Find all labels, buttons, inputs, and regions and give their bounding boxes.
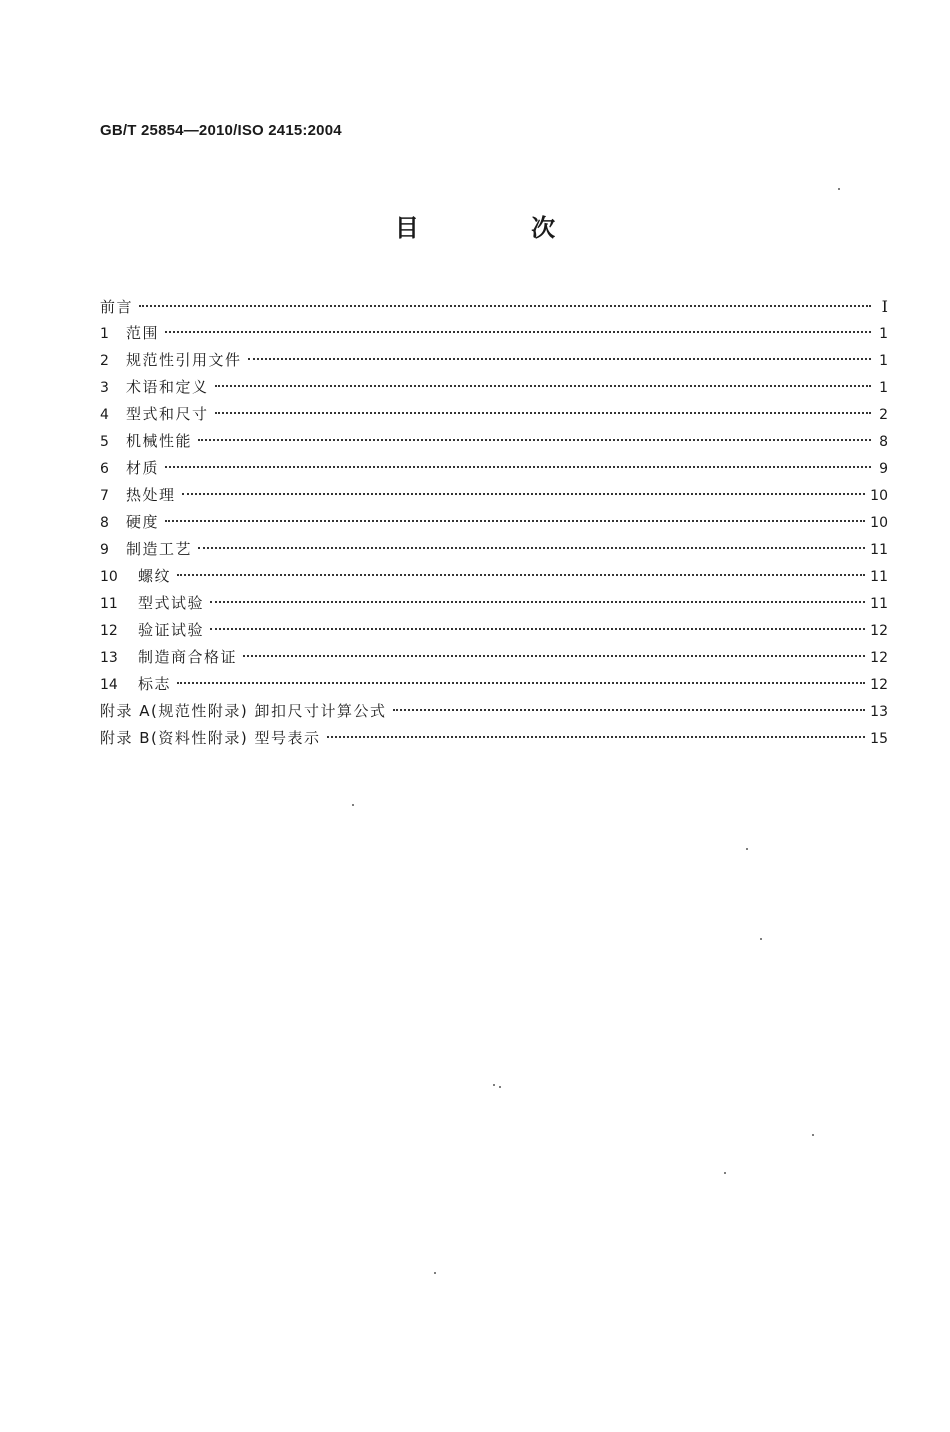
toc-entry-12[interactable] (100, 617, 888, 644)
dot-leader (198, 439, 871, 441)
toc-entry-number: 9 (100, 542, 109, 558)
toc-entry-page: 9 (879, 461, 888, 477)
toc-entry-page: 11 (870, 569, 888, 585)
dot-leader (215, 385, 871, 387)
dot-leader (210, 601, 865, 603)
toc-entry-number: 13 (100, 650, 118, 666)
dot-leader (393, 709, 866, 711)
toc-entry-text: 验证试验 (138, 621, 205, 639)
toc-entry-page: 8 (879, 434, 888, 450)
toc-entry-number: 3 (100, 380, 109, 396)
toc-entry-page: 11 (870, 596, 888, 612)
toc-entry-text: 热处理 (126, 486, 176, 504)
dot-leader (248, 358, 871, 360)
dot-leader (327, 736, 866, 738)
toc-entry-text: 型式试验 (138, 594, 205, 612)
toc-entry-number: 7 (100, 488, 109, 504)
toc-entry-number: 6 (100, 461, 109, 477)
toc-entry-page: 2 (879, 407, 888, 423)
toc-entry-number: 8 (100, 515, 109, 531)
toc-entry-1[interactable] (100, 320, 888, 347)
dot-leader (198, 547, 865, 549)
toc-entry-page: 1 (879, 353, 888, 369)
toc-entry-text: 硬度 (126, 513, 160, 531)
toc-entry-text: 范围 (126, 324, 160, 342)
scan-speck (434, 1272, 436, 1274)
toc-entry-4[interactable] (100, 401, 888, 428)
toc-entry-14[interactable] (100, 671, 888, 698)
dot-leader (165, 331, 871, 333)
toc-entry-text: 标志 (138, 675, 172, 693)
toc-entry-text: 螺纹 (138, 567, 172, 585)
toc-entry-7[interactable] (100, 482, 888, 509)
toc-entry-page: 13 (870, 704, 888, 720)
toc-entry-page: 11 (870, 542, 888, 558)
toc-entry-11[interactable] (100, 590, 888, 617)
toc-entry-text: 机械性能 (126, 432, 193, 450)
toc-entry-10[interactable] (100, 563, 888, 590)
toc-entry-8[interactable] (100, 509, 888, 536)
toc-entry-page: 15 (870, 731, 888, 747)
toc-entry-appendix-a[interactable] (100, 698, 888, 725)
toc-entry-page: Ⅰ (881, 297, 888, 316)
dot-leader (182, 493, 866, 495)
toc-entry-appendix-b[interactable] (100, 725, 888, 752)
dot-leader (139, 305, 871, 307)
toc-entry-text: 型式和尺寸 (126, 405, 209, 423)
toc-entry-number: 10 (100, 569, 118, 585)
toc-entry-page: 1 (879, 380, 888, 396)
toc-entry-13[interactable] (100, 644, 888, 671)
scan-speck (493, 1084, 495, 1086)
toc-entry-page: 12 (870, 623, 888, 639)
scan-speck (746, 848, 748, 850)
scan-speck (352, 804, 354, 806)
scan-speck (760, 938, 762, 940)
toc-entry-number: 5 (100, 434, 109, 450)
toc-entry-9[interactable] (100, 536, 888, 563)
toc-entry-page: 12 (870, 677, 888, 693)
toc-entry-number: 1 (100, 326, 109, 342)
toc-entry-number: 2 (100, 353, 109, 369)
toc-entry-text: 术语和定义 (126, 378, 209, 396)
toc-entry-page: 1 (879, 326, 888, 342)
toc-entry-3[interactable] (100, 374, 888, 401)
toc-entry-page: 10 (870, 488, 888, 504)
scan-speck (724, 1172, 726, 1174)
toc-entry-6[interactable] (100, 455, 888, 482)
toc-entry-page: 10 (870, 515, 888, 531)
toc-entry-text: 制造工艺 (126, 540, 193, 558)
toc-entry-number: 12 (100, 623, 118, 639)
toc-entry-text: 附录 B(资料性附录) 型号表示 (100, 729, 321, 747)
toc-entry-foreword[interactable] (100, 293, 888, 320)
standard-code: GB/T 25854—2010/ISO 2415:2004 (100, 122, 342, 139)
toc-entry-number: 11 (100, 596, 118, 612)
toc-entry-number: 4 (100, 407, 109, 423)
toc-entry-5[interactable] (100, 428, 888, 455)
table-of-contents (100, 293, 888, 752)
toc-entry-number: 14 (100, 677, 118, 693)
dot-leader (243, 655, 865, 657)
dot-leader (177, 682, 865, 684)
scan-speck (499, 1086, 501, 1088)
toc-entry-page: 12 (870, 650, 888, 666)
toc-entry-2[interactable] (100, 347, 888, 374)
dot-leader (215, 412, 871, 414)
dot-leader (210, 628, 865, 630)
dot-leader (165, 520, 865, 522)
dot-leader (177, 574, 865, 576)
toc-entry-text: 制造商合格证 (138, 648, 238, 666)
toc-entry-text: 规范性引用文件 (126, 351, 242, 369)
dot-leader (165, 466, 871, 468)
toc-entry-text: 材质 (126, 459, 160, 477)
scan-speck (812, 1134, 814, 1136)
scan-speck (838, 188, 840, 190)
toc-entry-text: 前言 (100, 298, 134, 316)
toc-entry-text: 附录 A(规范性附录) 卸扣尺寸计算公式 (100, 702, 387, 720)
toc-title: 目 次 (394, 214, 608, 242)
